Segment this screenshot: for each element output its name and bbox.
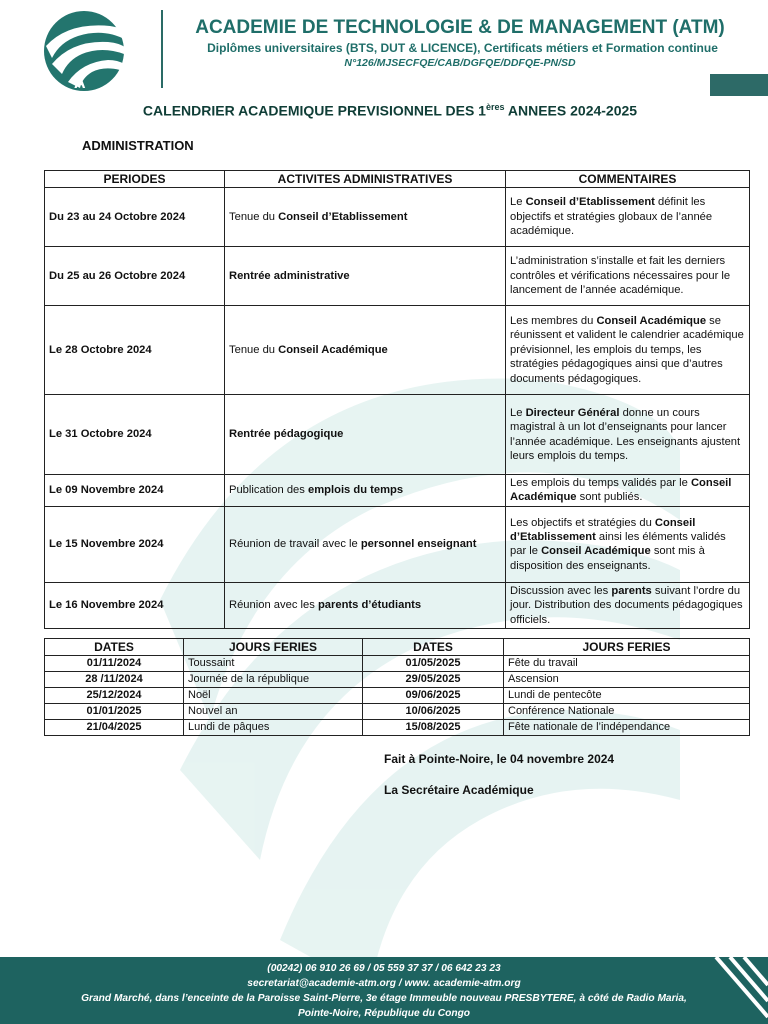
- table-row: [45, 672, 750, 688]
- table-row: [45, 656, 750, 672]
- holiday-name-cell: Conférence Nationale: [504, 704, 750, 720]
- logo-letter: A: [74, 75, 86, 92]
- activity-cell: Tenue du Conseil Académique: [225, 306, 506, 395]
- holiday-name-cell: Lundi de pentecôte: [504, 688, 750, 704]
- activity-cell: Tenue du Conseil d’Etablissement: [225, 188, 506, 247]
- period-cell: Le 09 Novembre 2024: [45, 475, 225, 507]
- document-title: [60, 102, 720, 119]
- table-row: [45, 188, 750, 247]
- activity-cell: Rentrée administrative: [225, 247, 506, 306]
- holiday-name-cell: Fête du travail: [504, 656, 750, 672]
- period-cell: Le 28 Octobre 2024: [45, 306, 225, 395]
- place-and-date: Fait à Pointe-Noire, le 04 novembre 2024: [384, 752, 615, 766]
- holiday-date-cell: 28 /11/2024: [45, 672, 184, 688]
- table-row: [45, 306, 750, 395]
- comment-cell: Les emplois du temps validés par le Conseil Académique sont publiés.: [506, 475, 750, 507]
- holiday-date-cell: 21/04/2025: [45, 720, 184, 736]
- comment-cell: L’administration s’installe et fait les derniers contrôles et vérifications nécessaires pour le lancement de l’année académique.: [506, 247, 750, 306]
- comment-cell: Les objectifs et stratégies du Conseil d’Etablissement ainsi les éléments validés par le Conseil Académique sont mis à disposition des enseignants.: [506, 506, 750, 582]
- institution-name: ACADEMIE DE TECHNOLOGIE & DE MANAGEMENT (ATM): [195, 17, 725, 38]
- column-header-holidays-2: JOURS FERIES: [504, 639, 750, 656]
- column-header-dates: DATES: [45, 639, 184, 656]
- column-header-activities: ACTIVITES ADMINISTRATIVES: [225, 171, 506, 188]
- holiday-date-cell: 29/05/2025: [363, 672, 504, 688]
- table-row: [45, 582, 750, 628]
- activity-cell: Rentrée pédagogique: [225, 395, 506, 475]
- period-cell: Du 25 au 26 Octobre 2024: [45, 247, 225, 306]
- table-row: [45, 688, 750, 704]
- footer-city: Pointe-Noire, République du Congo: [297, 1008, 471, 1019]
- activity-cell: Publication des emplois du temps: [225, 475, 506, 507]
- holiday-date-cell: 01/05/2025: [363, 656, 504, 672]
- holiday-name-cell: Journée de la république: [184, 672, 363, 688]
- header-accent-block: [710, 74, 768, 96]
- holiday-name-cell: Lundi de pâques: [184, 720, 363, 736]
- comment-cell: Le Conseil d’Etablissement définit les objectifs et stratégies globaux de l’année académique.: [506, 188, 750, 247]
- column-header-holidays: JOURS FERIES: [184, 639, 363, 656]
- holiday-date-cell: 15/08/2025: [363, 720, 504, 736]
- footer-contact: secretariat@academie-atm.org / www. academie-atm.org: [247, 978, 521, 989]
- column-header-comments: COMMENTAIRES: [506, 171, 750, 188]
- period-cell: Le 16 Novembre 2024: [45, 582, 225, 628]
- section-heading: ADMINISTRATION: [82, 138, 194, 153]
- column-header-periods: PERIODES: [45, 171, 225, 188]
- holiday-name-cell: Toussaint: [184, 656, 363, 672]
- comment-cell: Discussion avec les parents suivant l’ordre du jour. Distribution des documents pédagogiques officiels.: [506, 582, 750, 628]
- table-row: [45, 704, 750, 720]
- column-header-dates-2: DATES: [363, 639, 504, 656]
- table-row: [45, 720, 750, 736]
- institution-subtitle: Diplômes universitaires (BTS, DUT & LICENCE), Certificats métiers et Formation continue: [207, 41, 718, 55]
- title-year: ANNEES 2024-2025: [504, 102, 638, 119]
- footer: [0, 957, 768, 1024]
- holiday-name-cell: Fête nationale de l’indépendance: [504, 720, 750, 736]
- comment-cell: Le Directeur Général donne un cours magistral à un lot d’enseignants pour lancer l’année académique. Les enseignants ajustent leurs emplois du temps.: [506, 395, 750, 475]
- holiday-date-cell: 10/06/2025: [363, 704, 504, 720]
- comment-cell: Les membres du Conseil Académique se réunissent et valident le calendrier académique prévisionnel, les emplois du temps, les stratégies pédagogiques ainsi que d’autres documents pédagogiques.: [506, 306, 750, 395]
- title-superscript: ères: [485, 102, 505, 112]
- atm-logo: [38, 10, 130, 92]
- holiday-date-cell: 25/12/2024: [45, 688, 184, 704]
- footer-stripes-decoration: [708, 957, 768, 1024]
- holiday-date-cell: 01/11/2024: [45, 656, 184, 672]
- activity-cell: Réunion avec les parents d’étudiants: [225, 582, 506, 628]
- signatory: La Secrétaire Académique: [384, 783, 534, 797]
- holiday-date-cell: 09/06/2025: [363, 688, 504, 704]
- institution-reference: N°126/MJSECFQE/CAB/DGFQE/DDFQE-PN/SD: [344, 57, 576, 69]
- activity-cell: Réunion de travail avec le personnel enseignant: [225, 506, 506, 582]
- footer-address: Grand Marché, dans l’enceinte de la Paroisse Saint-Pierre, 3e étage Immeuble nouveau PRESBYTERE, à côté de Radio Maria,: [81, 993, 687, 1004]
- holiday-date-cell: 01/01/2025: [45, 704, 184, 720]
- table-row: [45, 506, 750, 582]
- period-cell: Le 15 Novembre 2024: [45, 506, 225, 582]
- holiday-name-cell: Noël: [184, 688, 363, 704]
- title-main: CALENDRIER ACADEMIQUE PREVISIONNEL DES 1: [142, 102, 486, 119]
- holiday-name-cell: Ascension: [504, 672, 750, 688]
- table-row: [45, 395, 750, 475]
- period-cell: Du 23 au 24 Octobre 2024: [45, 188, 225, 247]
- table-row: [45, 475, 750, 507]
- period-cell: Le 31 Octobre 2024: [45, 395, 225, 475]
- table-row: [45, 247, 750, 306]
- holidays-table: [44, 638, 750, 736]
- header-divider: [161, 10, 163, 88]
- administration-table: [44, 170, 750, 629]
- holiday-name-cell: Nouvel an: [184, 704, 363, 720]
- footer-phones: (00242) 06 910 26 69 / 05 559 37 37 / 06 642 23 23: [267, 963, 501, 974]
